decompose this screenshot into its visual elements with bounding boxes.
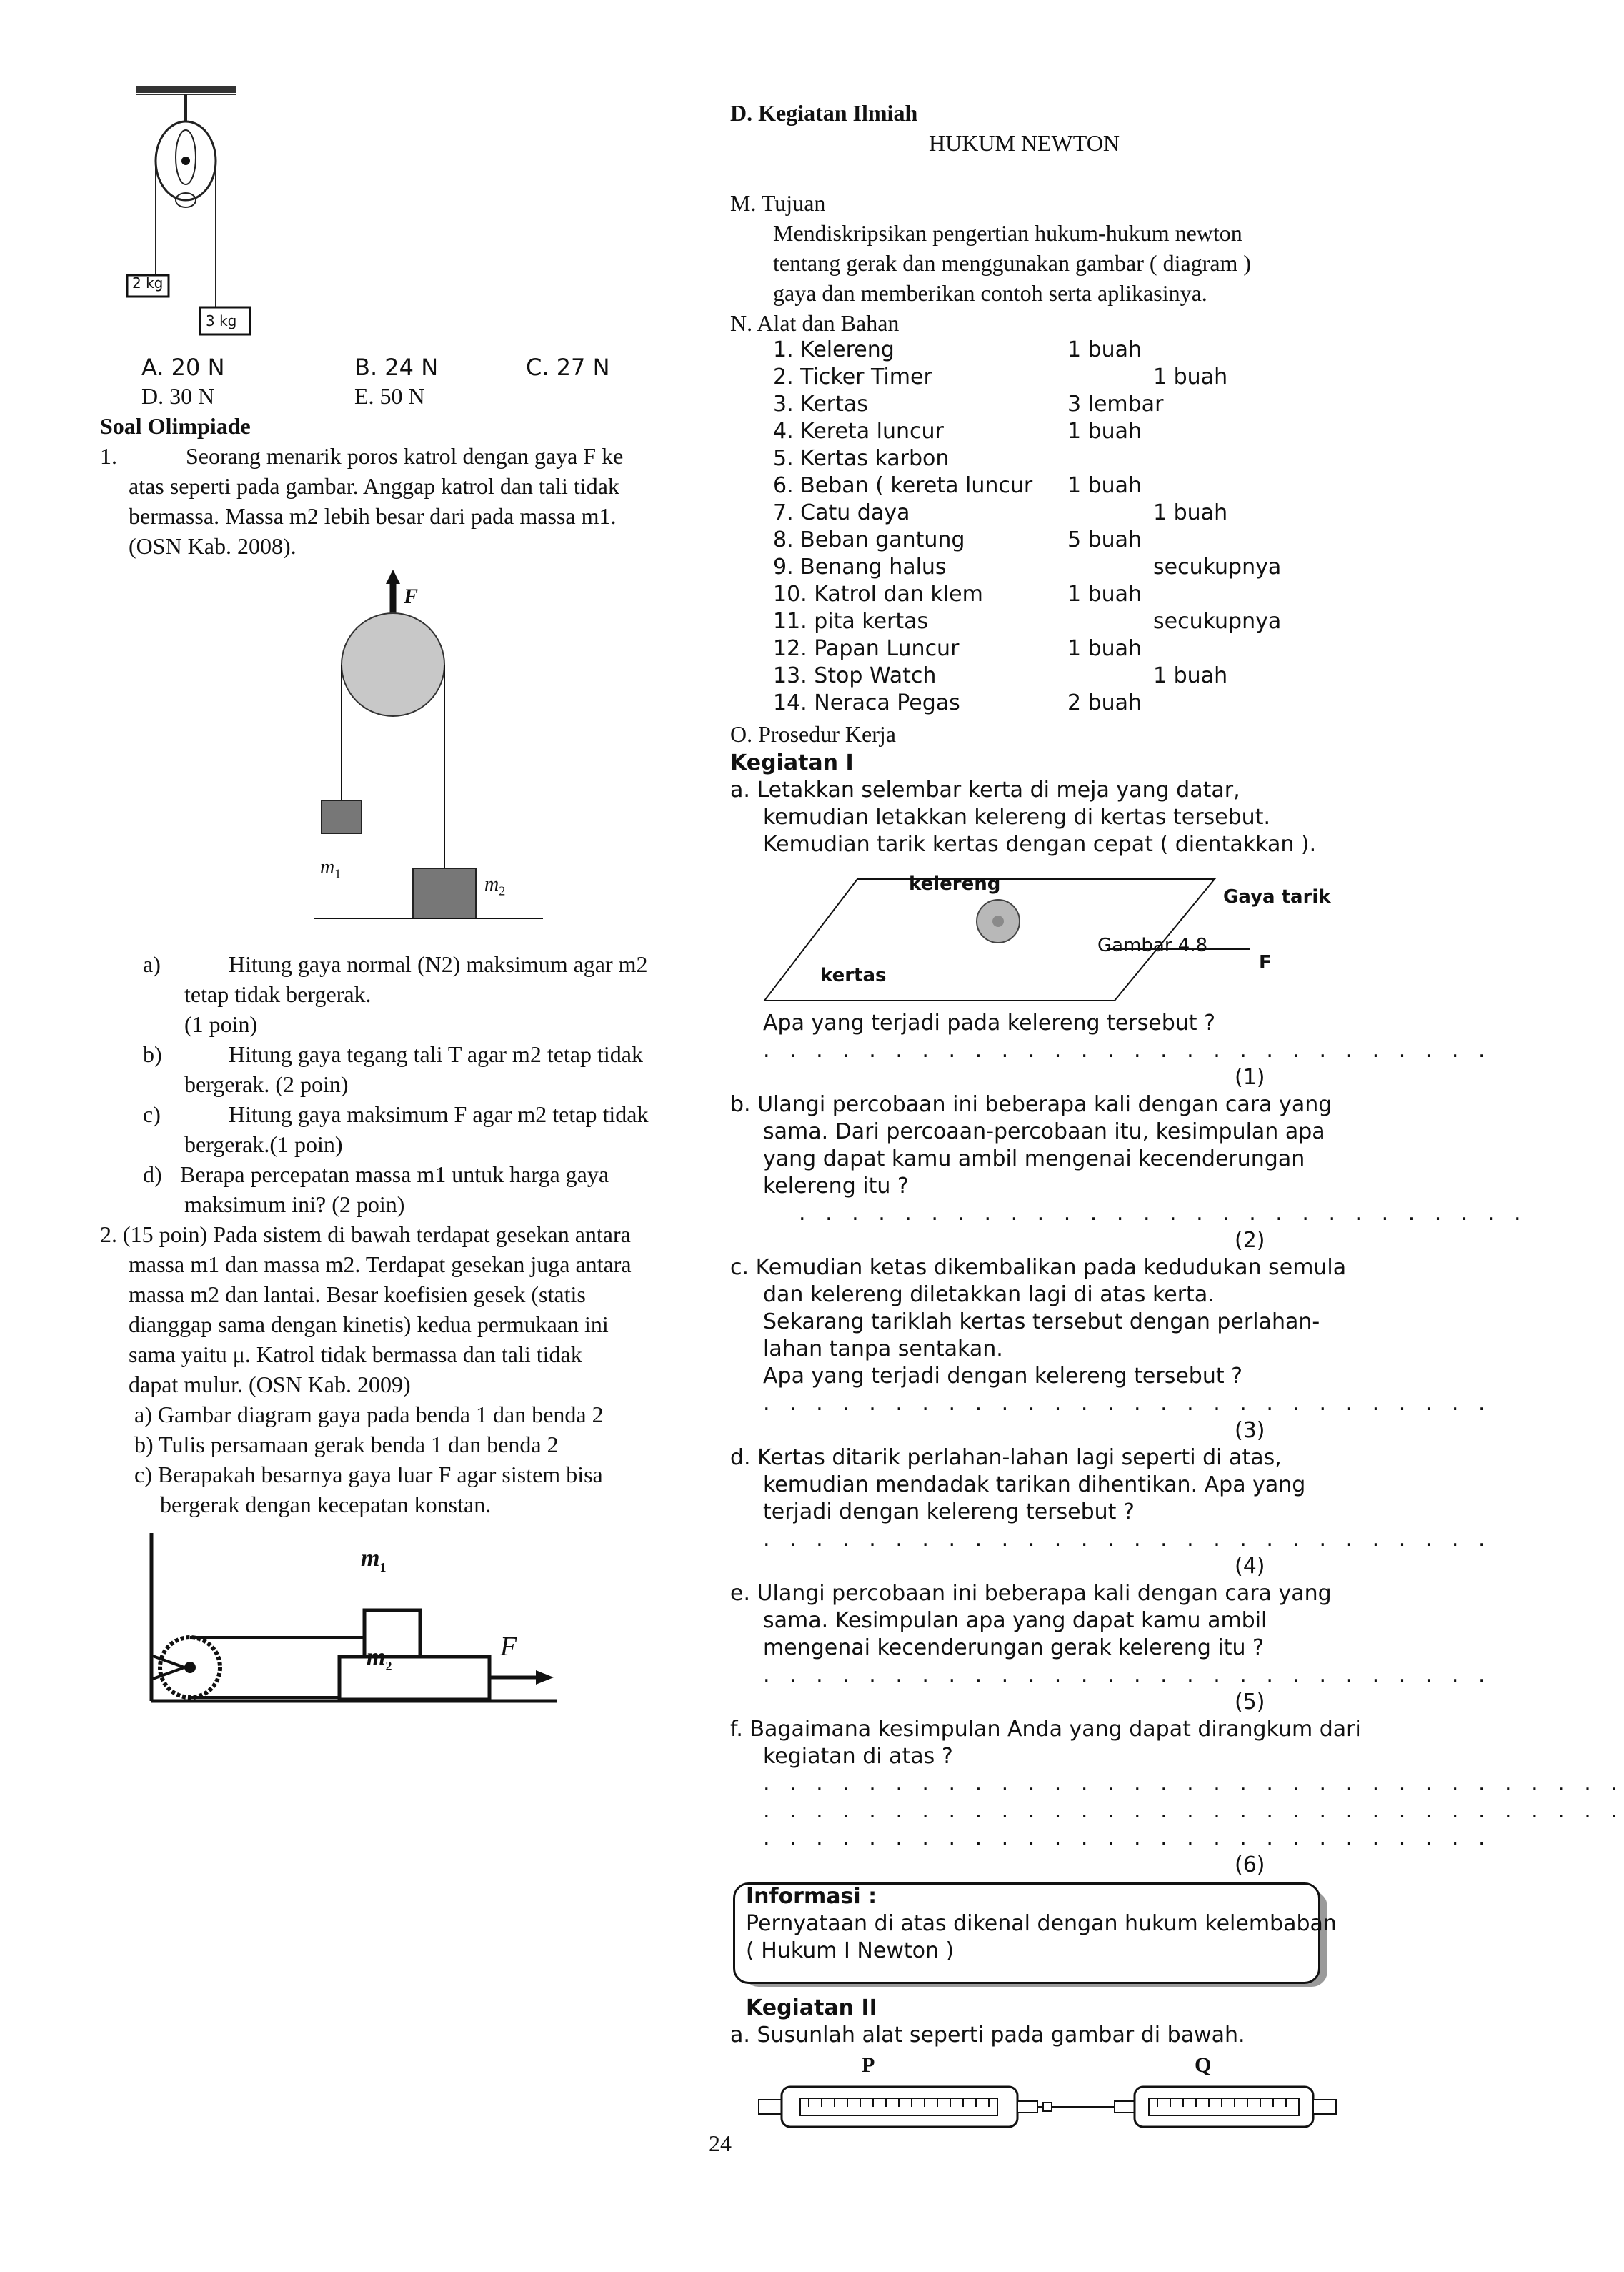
spring-balances-figure: [757, 2078, 1343, 2135]
tujuan-line-1: Mendiskripsikan pengertian hukum-hukum newton: [773, 220, 1242, 246]
info-line-2: ( Hukum I Newton ): [746, 1938, 955, 1963]
alat-name: 12. Papan Luncur: [773, 636, 960, 661]
blocks-pulley-figure-q2: [143, 1526, 564, 1719]
step-e-line-3: mengenai kecenderungan gerak kelereng itu ?: [763, 1635, 1265, 1660]
label-kelereng: kelereng: [909, 873, 1001, 895]
alat-qty: 1 buah: [1153, 500, 1228, 525]
step-c-line-5: Apa yang terjadi dengan kelereng tersebut ?: [763, 1364, 1243, 1389]
option-c: C. 27 N: [526, 354, 610, 381]
step-f-line-2: kegiatan di atas ?: [763, 1744, 953, 1769]
step-c-line-2: dan kelereng diletakkan lagi di atas kerta.: [763, 1282, 1215, 1307]
page-number: 24: [709, 2130, 732, 2156]
q1-line-2: atas seperti pada gambar. Anggap katrol dan tali tidak: [129, 473, 619, 499]
tujuan-line-2: tentang gerak dan menggunakan gambar ( diagram ): [773, 250, 1252, 276]
label-gambar-4-8: Gambar 4.8: [1097, 935, 1208, 956]
q1-line-3: bermassa. Massa m2 lebih besar dari pada massa m1.: [129, 503, 617, 529]
info-line-1: Pernyataan di atas dikenal dengan hukum kelembaban: [746, 1911, 1337, 1936]
step-e-line-2: sama. Kesimpulan apa yang dapat kamu ambil: [763, 1608, 1267, 1633]
answer-dots-3: . . . . . . . . . . . . . . . . . . . . . . . . . . . .: [763, 1391, 1492, 1416]
q2-part-c-cont: bergerak dengan kecepatan konstan.: [160, 1492, 492, 1517]
step-b-line-4: kelereng itu ?: [763, 1174, 909, 1199]
m2-label: $m_2$: [484, 873, 506, 898]
label-3kg: 3 kg: [206, 312, 237, 329]
q2-part-a: a) Gambar diagram gaya pada benda 1 dan benda 2: [134, 1402, 604, 1427]
q1-number: 1.: [100, 443, 117, 469]
step-b-line-2: sama. Dari percoaan-percobaan itu, kesimpulan apa: [763, 1119, 1325, 1144]
option-d: D. 30 N: [141, 383, 215, 409]
label-gaya-tarik: Gaya tarik: [1223, 886, 1331, 908]
q2-line-3: massa m2 dan lantai. Besar koefisien gesek (statis: [129, 1281, 586, 1307]
alat-qty: 1 buah: [1067, 582, 1142, 607]
mass-m2-block: [413, 868, 476, 918]
alat-name: 1. Kelereng: [773, 337, 895, 362]
alat-qty: 1 buah: [1153, 364, 1228, 390]
alat-name: 5. Kertas karbon: [773, 446, 950, 471]
force-label-f: F: [404, 585, 419, 608]
q2-force-label: F: [500, 1632, 517, 1662]
alat-qty: 1 buah: [1067, 419, 1142, 444]
number-3: (3): [1235, 1418, 1265, 1443]
q2-m2-label: $m_2$: [367, 1644, 392, 1673]
number-6: (6): [1235, 1852, 1265, 1877]
tujuan-line-3: gaya dan memberikan contoh serta aplikasinya.: [773, 280, 1207, 306]
step-d-line-3: terjadi dengan kelereng tersebut ?: [763, 1499, 1135, 1524]
number-5: (5): [1235, 1690, 1265, 1715]
info-title: Informasi :: [746, 1884, 877, 1909]
olimpiade-title: Soal Olimpiade: [100, 413, 251, 439]
kegiatan-2-step-a: a. Susunlah alat seperti pada gambar di bawah.: [730, 2023, 1245, 2048]
q1b-line-1: Hitung gaya tegang tali T agar m2 tetap tidak: [229, 1041, 643, 1067]
q1b-line-2: bergerak. (2 poin): [184, 1071, 349, 1097]
q1a-line-3: (1 poin): [184, 1011, 258, 1037]
alat-name: 13. Stop Watch: [773, 663, 937, 688]
q1c-line-2: bergerak.(1 poin): [184, 1131, 343, 1157]
section-title: D. Kegiatan Ilmiah: [730, 100, 918, 126]
q2-line-5: sama yaitu μ. Katrol tidak bermassa dan tali tidak: [129, 1341, 582, 1367]
m1-label: $m_1$: [320, 856, 342, 881]
alat-name: 7. Catu daya: [773, 500, 910, 525]
alat-name: 6. Beban ( kereta luncur: [773, 473, 1033, 498]
alat-qty: secukupnya: [1153, 609, 1282, 634]
label-p: P: [862, 2053, 875, 2077]
step-b-line-1: b. Ulangi percobaan ini beberapa kali dengan cara yang: [730, 1092, 1332, 1117]
step-f-line-1: f. Bagaimana kesimpulan Anda yang dapat dirangkum dari: [730, 1717, 1361, 1742]
alat-qty: 1 buah: [1067, 337, 1142, 362]
alat-name: 10. Katrol dan klem: [773, 582, 983, 607]
section-subtitle: HUKUM NEWTON: [929, 130, 1120, 156]
q1a-line-2: tetap tidak bergerak.: [184, 981, 372, 1007]
option-e: E. 50 N: [354, 383, 425, 409]
alat-qty: 5 buah: [1067, 527, 1142, 552]
alat-label: N. Alat dan Bahan: [730, 310, 900, 336]
step-d-line-2: kemudian mendadak tarikan dihentikan. Apa yang: [763, 1472, 1306, 1497]
number-1: (1): [1235, 1065, 1265, 1090]
block-m2: [339, 1657, 489, 1700]
q2-line-2: massa m1 dan massa m2. Terdapat gesekan juga antara: [129, 1251, 632, 1277]
label-q: Q: [1195, 2053, 1212, 2077]
alat-qty: secukupnya: [1153, 555, 1282, 580]
q2-line-1: 2. (15 poin) Pada sistem di bawah terdapat gesekan antara: [100, 1221, 631, 1247]
step-a-line-2: kemudian letakkan kelereng di kertas tersebut.: [763, 805, 1270, 830]
pulley-figure-q1: [307, 568, 550, 926]
label-kertas: kertas: [820, 965, 887, 986]
q1-line-1: Seorang menarik poros katrol dengan gaya F ke: [186, 443, 624, 469]
q1a-letter: a): [143, 951, 161, 977]
alat-name: 9. Benang halus: [773, 555, 947, 580]
q1d-letter: d): [143, 1161, 162, 1187]
alat-name: 3. Kertas: [773, 392, 868, 417]
q2-part-b: b) Tulis persamaan gerak benda 1 dan benda 2: [134, 1432, 559, 1457]
answer-dots-2: . . . . . . . . . . . . . . . . . . . . . . . . . . . .: [799, 1201, 1528, 1226]
answer-dots-5: . . . . . . . . . . . . . . . . . . . . . . . . . . . .: [763, 1662, 1492, 1687]
alat-name: 4. Kereta luncur: [773, 419, 944, 444]
step-c-line-4: lahan tanpa sentakan.: [763, 1336, 1003, 1361]
q2-line-6: dapat mulur. (OSN Kab. 2009): [129, 1371, 411, 1397]
label-f: F: [1259, 952, 1272, 973]
q1b-letter: b): [143, 1041, 162, 1067]
alat-qty: 1 buah: [1153, 663, 1228, 688]
prosedur-label: O. Prosedur Kerja: [730, 721, 896, 747]
alat-name: 2. Ticker Timer: [773, 364, 932, 390]
q1d-line-1: Berapa percepatan massa m1 untuk harga gaya: [180, 1161, 609, 1187]
q1c-line-1: Hitung gaya maksimum F agar m2 tetap tidak: [229, 1101, 649, 1127]
answer-dots-4: . . . . . . . . . . . . . . . . . . . . . . . . . . . .: [763, 1527, 1492, 1552]
alat-qty: 3 lembar: [1067, 392, 1164, 417]
step-d-line-1: d. Kertas ditarik perlahan-lahan lagi seperti di atas,: [730, 1445, 1282, 1470]
pulley-figure-1: [114, 79, 272, 343]
step-b-line-3: yang dapat kamu ambil mengenai kecenderungan: [763, 1146, 1305, 1171]
tujuan-label: M. Tujuan: [730, 190, 826, 216]
alat-qty: 1 buah: [1067, 473, 1142, 498]
q1a-line-1: Hitung gaya normal (N2) maksimum agar m2: [229, 951, 648, 977]
q1c-letter: c): [143, 1101, 161, 1127]
step-c-line-3: Sekarang tariklah kertas tersebut dengan perlahan-: [763, 1309, 1320, 1334]
step-e-line-1: e. Ulangi percobaan ini beberapa kali dengan cara yang: [730, 1581, 1332, 1606]
step-c-line-1: c. Kemudian ketas dikembalikan pada kedudukan semula: [730, 1255, 1347, 1280]
alat-name: 11. pita kertas: [773, 609, 929, 634]
q2-m1-label: $m_1$: [361, 1545, 387, 1574]
alat-qty: 2 buah: [1067, 690, 1142, 715]
number-4: (4): [1235, 1554, 1265, 1579]
q1-line-4: (OSN Kab. 2008).: [129, 533, 297, 559]
q2-part-c: c) Berapakah besarnya gaya luar F agar sistem bisa: [134, 1462, 603, 1487]
answer-dots-6c: . . . . . . . . . . . . . . . . . . . . . . . . . . . .: [763, 1825, 1492, 1850]
alat-qty: 1 buah: [1067, 636, 1142, 661]
mass-m1-block: [322, 800, 362, 833]
option-a: A. 20 N: [141, 354, 225, 381]
alat-name: 14. Neraca Pegas: [773, 690, 960, 715]
step-a-line-1: a. Letakkan selembar kerta di meja yang datar,: [730, 778, 1240, 803]
q1d-line-2: maksimum ini? (2 poin): [184, 1191, 405, 1217]
number-2: (2): [1235, 1228, 1265, 1253]
alat-name: 8. Beban gantung: [773, 527, 965, 552]
option-b: B. 24 N: [354, 354, 439, 381]
kegiatan-1-title: Kegiatan I: [730, 750, 854, 775]
answer-dots-1: . . . . . . . . . . . . . . . . . . . . . . . . . . . .: [763, 1038, 1492, 1063]
kegiatan-2-title: Kegiatan II: [746, 1995, 877, 2020]
label-2kg: 2 kg: [132, 274, 164, 292]
question-a: Apa yang terjadi pada kelereng tersebut ?: [763, 1011, 1215, 1036]
q2-line-4: dianggap sama dengan kinetis) kedua permukaan ini: [129, 1311, 609, 1337]
answer-dots-6b: . . . . . . . . . . . . . . . . . . . . . . . . . . . . . . . . .: [763, 1798, 1624, 1823]
step-a-line-3: Kemudian tarik kertas dengan cepat ( dientakkan ).: [763, 832, 1317, 857]
answer-dots-6a: . . . . . . . . . . . . . . . . . . . . . . . . . . . . . . . . .: [763, 1771, 1624, 1796]
